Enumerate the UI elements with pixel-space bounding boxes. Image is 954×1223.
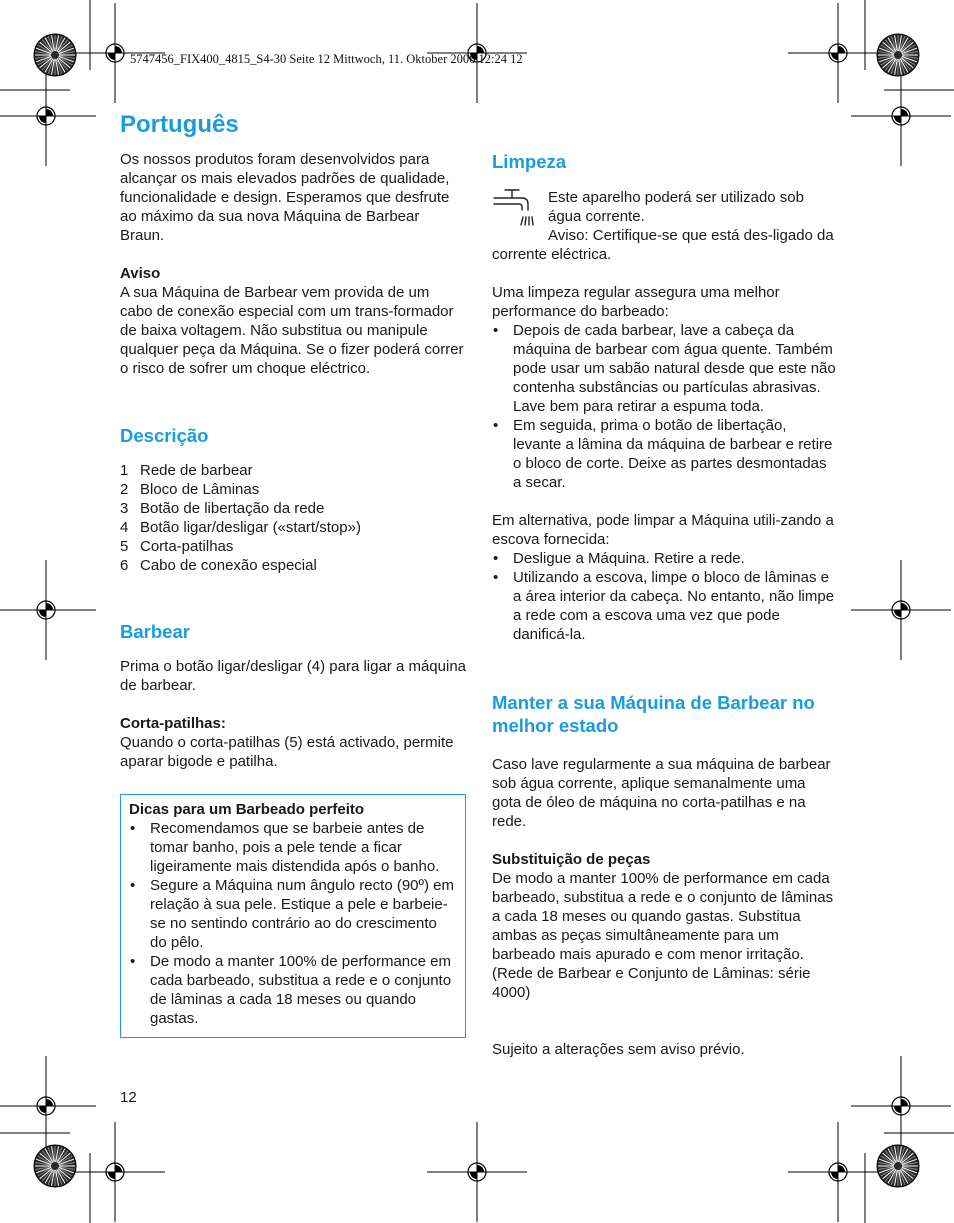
replacement-text: De modo a manter 100% de performance em cada barbeado, substitua a rede e o conjunto de lâminas a cada 18 meses ou quando gastas. Substitua ambas as peças simultâneamente para um barbeado mais apurado e com menor irritação. (Rede de Barbear e Conjunto de Lâminas: série 4000) bbox=[492, 870, 834, 1001]
list-item: • Depois de cada barbear, lave a cabeça da máquina de barbear com água quente. Também pode usar um sabão natural desde que este não contenha substâncias ou partículas abrasivas. Lave bem para retirar a espuma toda. bbox=[492, 321, 837, 416]
list-item: • Em seguida, prima o botão de libertação, levante a lâmina da máquina de barbear e retire o bloco de corte. Deixe as partes desmontadas a secar. bbox=[492, 416, 837, 492]
registration-mark-icon bbox=[0, 66, 96, 166]
shaving-heading: Barbear bbox=[120, 621, 190, 642]
description-heading: Descrição bbox=[120, 425, 209, 446]
list-item: 2 Bloco de Lâminas bbox=[120, 481, 260, 498]
registration-mark-icon bbox=[0, 1056, 96, 1156]
registration-mark-icon bbox=[851, 1056, 951, 1156]
trimmer-text: Quando o corta-patilhas (5) está activado, permite aparar bigode e patilha. bbox=[120, 734, 454, 770]
cleaning-heading: Limpeza bbox=[492, 151, 567, 172]
registration-mark-icon bbox=[851, 560, 951, 660]
trimmer-heading: Corta-patilhas: bbox=[120, 715, 226, 732]
faucet-text: Este aparelho poderá ser utilizado sob água corrente. bbox=[548, 189, 804, 225]
tips-list bbox=[129, 819, 457, 1028]
faucet-warning: Aviso: Certifique-se que está des-ligado da corrente eléctrica. bbox=[492, 227, 834, 263]
footer-note: Sujeito a alterações sem aviso prévio. bbox=[492, 1041, 745, 1058]
registration-mark-icon bbox=[788, 1122, 888, 1222]
color-target-icon bbox=[877, 34, 919, 76]
list-item: 4 Botão ligar/desligar («start/stop») bbox=[120, 519, 361, 536]
list-item: 5 Corta-patilhas bbox=[120, 538, 234, 555]
regular-cleaning-list bbox=[492, 321, 837, 492]
registration-mark-icon bbox=[851, 66, 951, 166]
print-header: 5747456_FIX400_4815_S4-30 Seite 12 Mittwoch, 11. Oktober 2006 12:24 12 bbox=[130, 52, 523, 66]
warning-heading: Aviso bbox=[120, 265, 161, 282]
registration-mark-icon bbox=[65, 1122, 165, 1222]
registration-mark-icon bbox=[0, 560, 96, 660]
regular-cleaning-intro: Uma limpeza regular assegura uma melhor performance do barbeado: bbox=[492, 284, 780, 320]
color-target-icon bbox=[34, 1145, 76, 1187]
description-list bbox=[120, 461, 466, 575]
left-column bbox=[120, 150, 466, 1038]
list-item: 1 Rede de barbear bbox=[120, 462, 253, 479]
brush-cleaning-intro: Em alternativa, pode limpar a Máquina utili-zando a escova fornecida: bbox=[492, 512, 834, 548]
brush-cleaning-list bbox=[492, 549, 837, 644]
maintenance-text: Caso lave regularmente a sua máquina de barbear sob água corrente, aplique semanalmente uma gota de óleo de máquina no corta-patilhas e na rede. bbox=[492, 756, 831, 830]
intro-paragraph: Os nossos produtos foram desenvolvidos para alcançar os mais elevados padrões de qualidade, funcionalidade e design. Esperamos que desfrute ao máximo da sua nova Máquina de Barbear Braun. bbox=[120, 151, 450, 244]
registration-mark-icon bbox=[788, 3, 888, 103]
color-target-icon bbox=[877, 1145, 919, 1187]
registration-mark-icon bbox=[427, 1122, 527, 1222]
list-item: • De modo a manter 100% de performance em cada barbeado, substitua a rede e o conjunto de lâminas a cada 18 meses ou quando gastas. bbox=[129, 952, 457, 1028]
replacement-heading: Substituição de peças bbox=[492, 851, 651, 868]
list-item: • Segure a Máquina num ângulo recto (90º) em relação à sua pele. Estique a pele e barbeie-se no sentindo contrário ao do crescimento do pêlo. bbox=[129, 876, 457, 952]
list-item: 6 Cabo de conexão especial bbox=[120, 557, 317, 574]
tips-box bbox=[120, 794, 466, 1038]
maintenance-heading: Manter a sua Máquina de Barbear no melhor estado bbox=[492, 692, 815, 736]
right-column bbox=[492, 150, 837, 1059]
list-item: • Utilizando a escova, limpe o bloco de lâminas e a área interior da cabeça. No entanto, não limpe a rede com a escova uma vez que pode danificá-la. bbox=[492, 568, 837, 644]
warning-text: A sua Máquina de Barbear vem provida de um cabo de conexão especial com um trans-formador de baixa voltagem. Não substitua ou manipule qualquer peça da Máquina. Se o fizer poderá correr o risco de sofrer um choque eléctrico. bbox=[120, 284, 464, 377]
tips-heading: Dicas para um Barbeado perfeito bbox=[129, 801, 365, 818]
page-number: 12 bbox=[120, 1089, 137, 1106]
list-item: • Recomendamos que se barbeie antes de tomar banho, pois a pele tende a ficar ligeiramente mais distendida após o banho. bbox=[129, 819, 457, 876]
list-item: 3 Botão de libertação da rede bbox=[120, 500, 325, 517]
list-item: • Desligue a Máquina. Retire a rede. bbox=[492, 549, 837, 568]
faucet-row bbox=[492, 188, 837, 228]
shaving-text: Prima o botão ligar/desligar (4) para ligar a máquina de barbear. bbox=[120, 658, 467, 694]
running-water-icon bbox=[492, 188, 548, 228]
page-title: Português bbox=[120, 111, 239, 138]
color-target-icon bbox=[34, 34, 76, 76]
